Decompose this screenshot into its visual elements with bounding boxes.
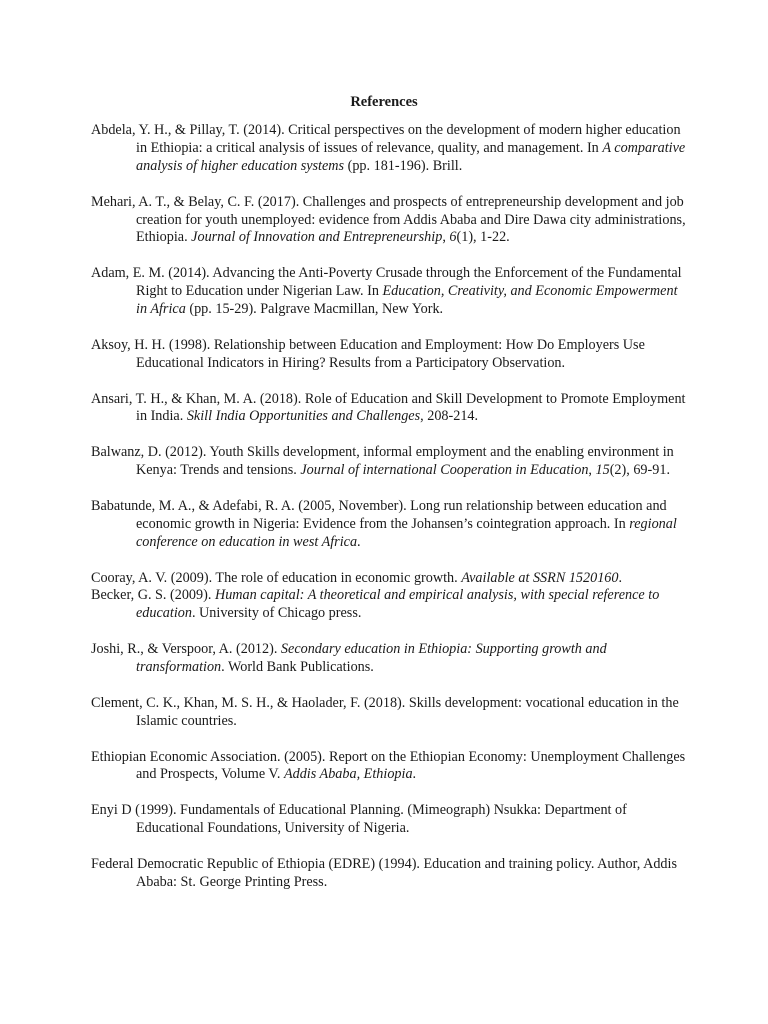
- reference-entry: Babatunde, M. A., & Adefabi, R. A. (2005, November). Long run relationship between education and economic growth in Nigeria: Evidence from the Johansen’s cointegration approach. In regional conference on education in west Africa.: [91, 497, 677, 550]
- reference-entry: Ansari, T. H., & Khan, M. A. (2018). Role of Education and Skill Development to Promote Employment in India. Skill India Opportunities and Challenges, 208-214.: [91, 390, 686, 425]
- reference-entry: Adam, E. M. (2014). Advancing the Anti-Poverty Crusade through the Enforcement of the Fundamental Right to Education under Nigerian Law. In Education, Creativity, and Economic Empowerment in Africa (pp. 15-29). Palgrave Macmillan, New York.: [91, 265, 682, 318]
- reference-entry: Cooray, A. V. (2009). The role of education in economic growth. Available at SSRN 1520160.: [91, 569, 623, 586]
- reference-entry: Ethiopian Economic Association. (2005). Report on the Ethiopian Economy: Unemployment Challenges and Prospects, Volume V. Addis Ababa, Ethiopia.: [91, 748, 686, 783]
- reference-entry: Balwanz, D. (2012). Youth Skills development, informal employment and the enabling environment in Kenya: Trends and tensions. Journal of international Cooperation in Education, 15(2), 69-91.: [91, 444, 674, 479]
- reference-entry: Becker, G. S. (2009). Human capital: A theoretical and empirical analysis, with special reference to education. University of Chicago press.: [91, 587, 660, 622]
- reference-entry: Aksoy, H. H. (1998). Relationship between Education and Employment: How Do Employers Use Educational Indicators in Hiring? Results from a Participatory Observation.: [91, 336, 645, 371]
- reference-entry: Clement, C. K., Khan, M. S. H., & Haolader, F. (2018). Skills development: vocational education in the Islamic countries.: [91, 694, 679, 729]
- reference-entry: Federal Democratic Republic of Ethiopia (EDRE) (1994). Education and training policy. Author, Addis Ababa: St. George Printing Press.: [91, 855, 677, 890]
- references-heading: References: [350, 94, 418, 110]
- reference-entry: Abdela, Y. H., & Pillay, T. (2014). Critical perspectives on the development of modern higher education in Ethiopia: a critical analysis of issues of relevance, quality, and management. In A comparative analysis of higher education systems (pp. 181-196). Brill.: [91, 122, 686, 174]
- reference-entry: Joshi, R., & Verspoor, A. (2012). Secondary education in Ethiopia: Supporting growth and transformation. World Bank Publications.: [91, 641, 607, 676]
- reference-entry: Enyi D (1999). Fundamentals of Educational Planning. (Mimeograph) Nsukka: Department of Educational Foundations, University of Nigeria.: [91, 802, 627, 837]
- reference-list: [91, 122, 691, 892]
- reference-entry: Mehari, A. T., & Belay, C. F. (2017). Challenges and prospects of entrepreneurship development and job creation for youth unemployed: evidence from Addis Ababa and Dire Dawa city administrations, Ethiopia. Journal of Innovation and Entrepreneurship, 6(1), 1-22.: [91, 193, 686, 246]
